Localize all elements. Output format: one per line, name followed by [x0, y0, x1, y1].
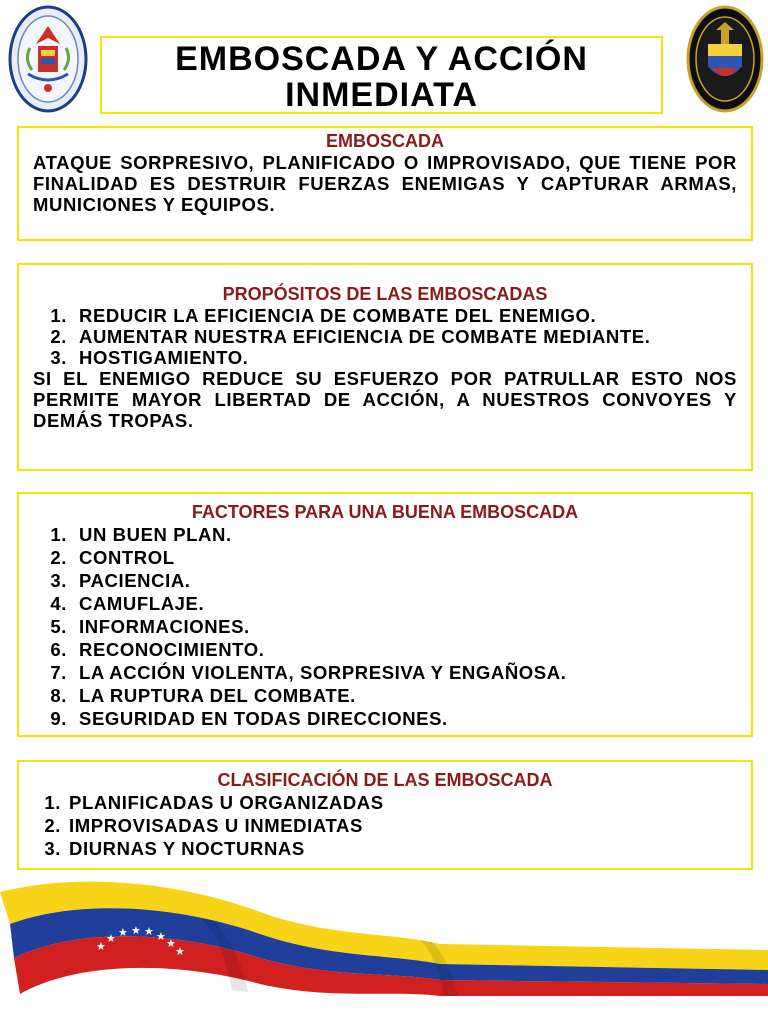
factors-list [33, 523, 737, 730]
item-text: HOSTIGAMIENTO. [79, 347, 249, 368]
item-text: DIURNAS Y NOCTURNAS [69, 838, 305, 859]
title-box [100, 36, 663, 114]
item-text: UN BUEN PLAN. [79, 524, 232, 545]
item-text: PLANIFICADAS U ORGANIZADAS [69, 792, 384, 813]
list-item [33, 569, 737, 592]
svg-text:★: ★ [96, 940, 106, 953]
item-text: PACIENCIA. [79, 570, 191, 591]
svg-text:★: ★ [118, 926, 128, 939]
emboscada-definition-box [17, 126, 753, 241]
classification-list [33, 791, 737, 860]
list-item [33, 661, 737, 684]
item-number: 9. [50, 708, 67, 729]
list-item [33, 814, 737, 837]
item-text: AUMENTAR NUESTRA EFICIENCIA DE COMBATE MEDIANTE. [79, 326, 651, 347]
item-text: REDUCIR LA EFICIENCIA DE COMBATE DEL ENEMIGO. [79, 305, 597, 326]
svg-text:★: ★ [156, 930, 166, 943]
svg-text:★: ★ [144, 925, 154, 938]
item-text: SEGURIDAD EN TODAS DIRECCIONES. [79, 708, 448, 729]
list-item [33, 546, 737, 569]
item-text: INFORMACIONES. [79, 616, 250, 637]
item-number: 1. [50, 305, 67, 326]
list-item [33, 791, 737, 814]
item-number: 2. [50, 547, 67, 568]
svg-text:★: ★ [175, 945, 185, 958]
item-text: RECONOCIMIENTO. [79, 639, 265, 660]
list-item [33, 326, 737, 347]
factors-box [17, 492, 753, 737]
list-item [33, 347, 737, 368]
item-text: LA RUPTURA DEL COMBATE. [79, 685, 356, 706]
item-number: 2. [50, 326, 67, 347]
infantry-school-emblem-logo [686, 4, 764, 114]
list-item [33, 305, 737, 326]
list-item [33, 707, 737, 730]
classification-box [17, 760, 753, 870]
svg-text:★: ★ [131, 924, 141, 937]
page-title: EMBOSCADA Y ACCIÓN INMEDIATA [175, 40, 588, 114]
venezuela-flag-ribbon [0, 872, 768, 1024]
item-text: LA ACCIÓN VIOLENTA, SORPRESIVA Y ENGAÑOSA. [79, 662, 567, 683]
item-number: 6. [50, 639, 67, 660]
item-text: CONTROL [79, 547, 175, 568]
list-item [33, 592, 737, 615]
list-item [33, 837, 737, 860]
item-number: 3. [50, 570, 67, 591]
list-item [33, 615, 737, 638]
university-seal-logo [8, 4, 88, 114]
item-number: 3. [44, 838, 61, 859]
item-number: 3. [50, 347, 67, 368]
svg-text:★: ★ [166, 937, 176, 950]
purposes-note: SI EL ENEMIGO REDUCE SU ESFUERZO POR PATRULLAR ESTO NOS PERMITE MAYOR LIBERTAD DE ACCIÓN, A NUESTROS CONVOYES Y DEMÁS TROPAS. [33, 368, 737, 431]
section-heading: PROPÓSITOS DE LAS EMBOSCADAS [222, 284, 548, 304]
list-item [33, 523, 737, 546]
item-number: 1. [50, 524, 67, 545]
item-text: CAMUFLAJE. [79, 593, 205, 614]
item-number: 8. [50, 685, 67, 706]
section-heading: CLASIFICACIÓN DE LAS EMBOSCADA [217, 770, 553, 790]
item-number: 1. [44, 792, 61, 813]
list-item [33, 638, 737, 661]
item-text: IMPROVISADAS U INMEDIATAS [69, 815, 363, 836]
svg-text:★: ★ [106, 932, 116, 945]
list-item [33, 684, 737, 707]
item-number: 4. [50, 593, 67, 614]
section-heading: EMBOSCADA [325, 131, 444, 151]
purposes-list [33, 305, 737, 368]
item-number: 7. [50, 662, 67, 683]
definition-text: ATAQUE SORPRESIVO, PLANIFICADO O IMPROVISADO, QUE TIENE POR FINALIDAD ES DESTRUIR FUERZAS ENEMIGAS Y CAPTURAR ARMAS, MUNICIONES Y EQUIPOS. [33, 152, 737, 215]
section-heading: FACTORES PARA UNA BUENA EMBOSCADA [191, 502, 579, 522]
item-number: 5. [50, 616, 67, 637]
item-number: 2. [44, 815, 61, 836]
purposes-box [17, 263, 753, 471]
